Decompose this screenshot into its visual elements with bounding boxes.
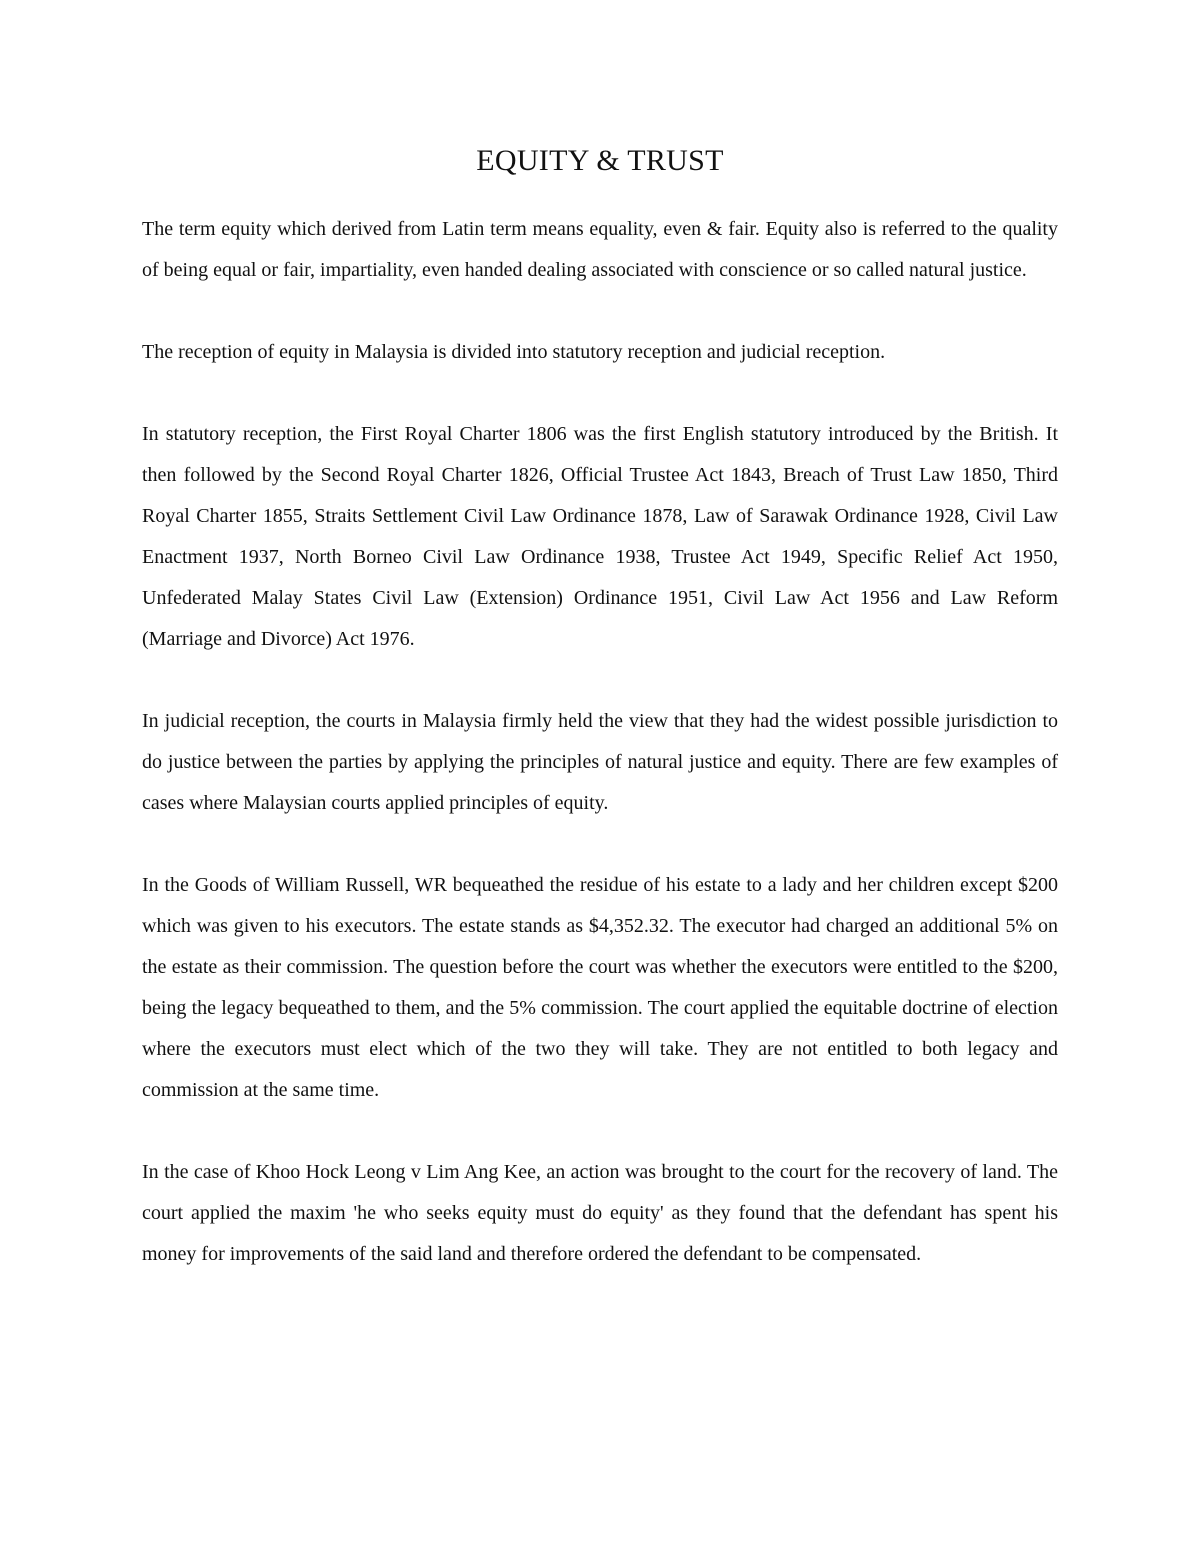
- paragraph-definition: The term equity which derived from Latin term means equality, even & fair. Equity also is referred to the quality of being equal or fair, impartiality, even handed dealing associated with conscience or so called natural justice.: [142, 218, 1058, 281]
- document-title: EQUITY & TRUST: [476, 144, 724, 177]
- paragraph-william-russell-case: In the Goods of William Russell, WR bequeathed the residue of his estate to a lady and her children except $200 which was given to his executors. The estate stands as $4,352.32. The executor had charged an additional 5% on the estate as their commission. The question before the court was whether the executors were entitled to the $200, being the legacy bequeathed to them, and the 5% commission. The court applied the equitable doctrine of election where the executors must elect which of the two they will take. They are not entitled to both legacy and commission at the same time.: [142, 874, 1058, 1101]
- paragraph-reception: The reception of equity in Malaysia is divided into statutory reception and judicial reception.: [142, 341, 886, 363]
- paragraph-judicial-reception: In judicial reception, the courts in Malaysia firmly held the view that they had the widest possible jurisdiction to do justice between the parties by applying the principles of natural justice and equity. There are few examples of cases where Malaysian courts applied principles of equity.: [142, 710, 1058, 814]
- paragraph-khoo-hock-leong-case: In the case of Khoo Hock Leong v Lim Ang Kee, an action was brought to the court for the recovery of land. The court applied the maxim 'he who seeks equity must do equity' as they found that the defendant has spent his money for improvements of the said land and therefore ordered the defendant to be compensated.: [142, 1161, 1058, 1265]
- paragraph-statutory-reception: In statutory reception, the First Royal Charter 1806 was the first English statutory introduced by the British. It then followed by the Second Royal Charter 1826, Official Trustee Act 1843, Breach of Trust Law 1850, Third Royal Charter 1855, Straits Settlement Civil Law Ordinance 1878, Law of Sarawak Ordinance 1928, Civil Law Enactment 1937, North Borneo Civil Law Ordinance 1938, Trustee Act 1949, Specific Relief Act 1950, Unfederated Malay States Civil Law (Extension) Ordinance 1951, Civil Law Act 1956 and Law Reform (Marriage and Divorce) Act 1976.: [142, 423, 1058, 650]
- document-body: [142, 209, 1058, 1316]
